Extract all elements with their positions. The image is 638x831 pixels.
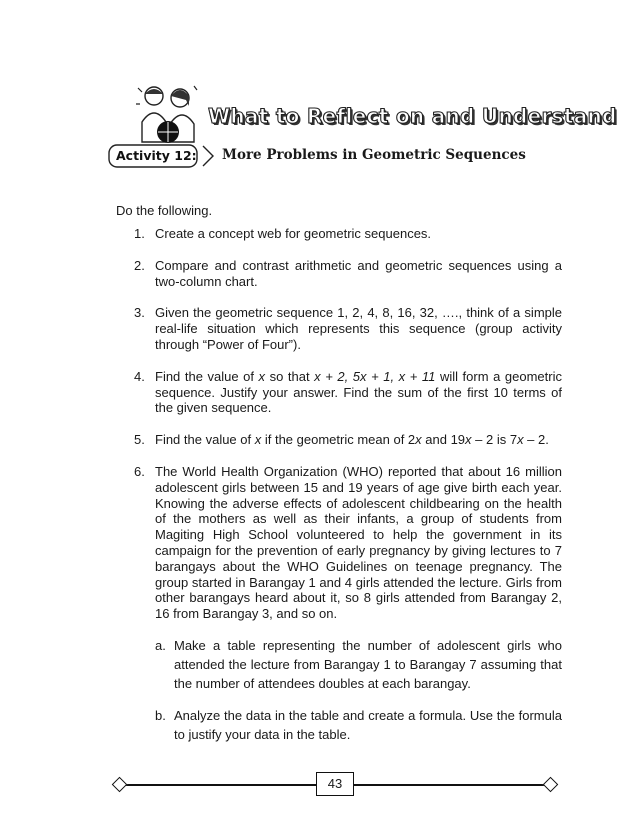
activity-title: More Problems in Geometric Sequences bbox=[222, 147, 526, 163]
list-item: 6. The World Health Organization (WHO) reported that about 16 million adolescent girls between 15 and 19 years of age give birth each year. Knowing the adverse effects of adolescent childbearing on the health of the mothers as well as their infants, a group of students from Magiting High School volunteered to help the government in its campaign for the prevention of early pregnancy by giving lectures to 7 barangays about the WHO Guidelines on teenage pregnancy. The group started in Barangay 1 and 4 girls attended the lecture. Girls from other barangays heard about it, so 8 girls attended from Barangay 2, 16 from Barangay 3, and so on. a. Make a table representing the number of adolescent girls who attended the lecture from Barangay 1 to Barangay 7 assuming that the number of attendees doubles at each barangay. b. Analyze the data in the table and create a formula. Use the formula to justify your data in the table. bbox=[134, 463, 562, 742]
list-item: a. Make a table representing the number of adolescent girls who attended the lecture from Barangay 1 to Barangay 7 assuming that the number of attendees doubles at each barangay. bbox=[155, 637, 562, 691]
problem-list bbox=[134, 226, 562, 760]
list-item: 4. Find the value of x so that x + 2, 5x + 1, x + 11 will form a geometric sequence. Justify your answer. Find the sum of the first 10 terms of the given sequence. bbox=[134, 368, 562, 416]
list-item: 3. Given the geometric sequence 1, 2, 4, 8, 16, 32, …., think of a simple real-life situation which represents this sequence (group activity through “Power of Four”). bbox=[134, 305, 562, 352]
activity-badge bbox=[108, 144, 198, 168]
diamond-icon bbox=[543, 777, 559, 793]
list-item: 5. Find the value of x if the geometric mean of 2x and 19x – 2 is 7x – 2. bbox=[134, 432, 549, 448]
list-item: 1. Create a concept web for geometric sequences. bbox=[134, 226, 432, 241]
instructions-text: Do the following. bbox=[116, 203, 213, 218]
page-number: 43 bbox=[316, 772, 354, 796]
activity-label: Activity 12: bbox=[116, 148, 197, 163]
section-banner-title: What to Reflect on and Understand bbox=[208, 104, 617, 128]
diamond-icon bbox=[112, 777, 128, 793]
sub-task-list bbox=[155, 636, 562, 744]
chevron-right-icon bbox=[200, 144, 216, 168]
page-footer bbox=[112, 772, 558, 798]
list-item: b. Analyze the data in the table and create a formula. Use the formula to justify your data in the table. bbox=[155, 707, 562, 742]
list-item: 2. Compare and contrast arithmetic and geometric sequences using a two-column chart. bbox=[134, 257, 562, 289]
math-expression: x + 2, 5x + 1, x + 11 bbox=[314, 368, 436, 384]
activity-header bbox=[108, 144, 526, 172]
